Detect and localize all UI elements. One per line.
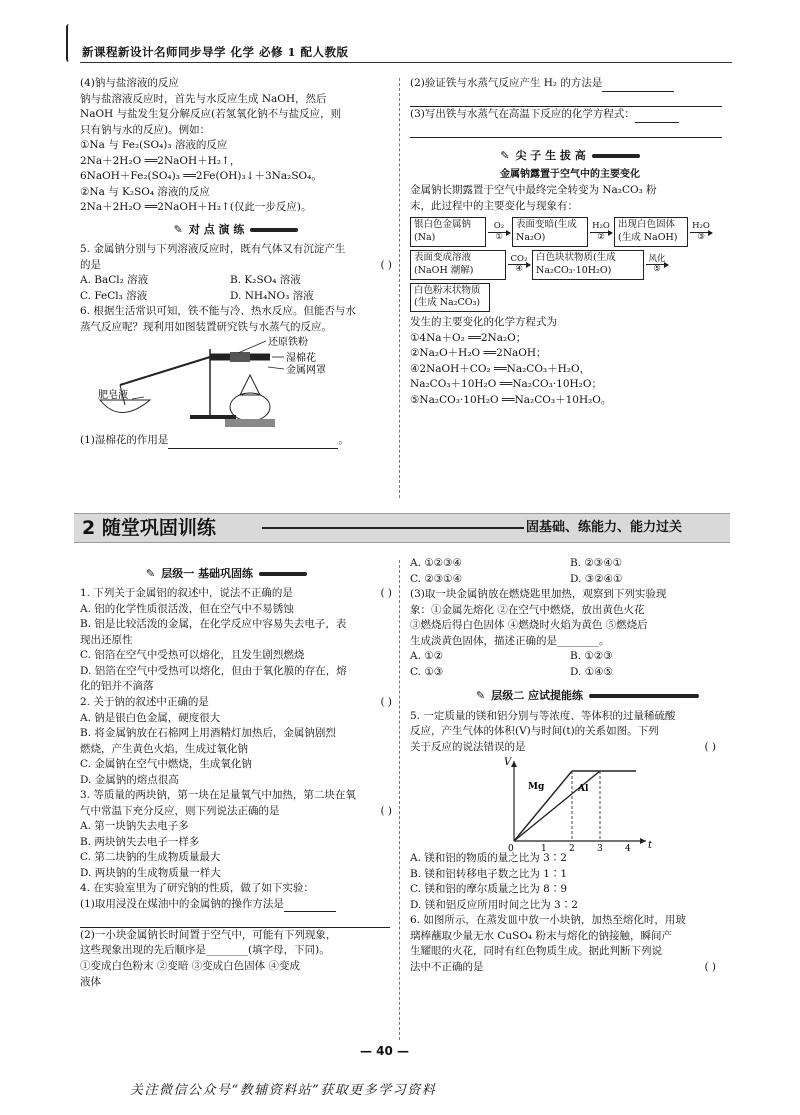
question-3-line2: 气中常温下充分反应，则下列说法正确的是 ( ) (80, 804, 392, 820)
tick-label: 0 (508, 844, 514, 852)
text-line: 璃棒蘸取少量无水 CuSO₄ 粉末与熔化的钠接触，瞬间产 (410, 929, 672, 942)
option: C. 铝箔在空气中受热可以熔化，且发生剧烈燃烧 (80, 649, 305, 662)
subsection-title: 金属钠露置于空气中的主要变化 (500, 169, 640, 181)
flow-box: 表面变成溶液(NaOH 潮解) (410, 250, 506, 280)
question-1: 1. 下列关于金属铝的叙述中，说法不正确的是 ( ) (80, 586, 392, 602)
q5-options-row2 (80, 289, 392, 305)
option: A. 钠是银白色金属，硬度很大 (80, 711, 221, 724)
section-title: 层级一 基础巩固练 (161, 567, 254, 580)
option: B. 两块钠失去电子一样多 (80, 835, 200, 848)
options-row (410, 556, 730, 572)
left-top-column (80, 76, 392, 449)
text-line: 发生的主要变化的化学方程式为 (410, 316, 557, 329)
heading-bar (592, 154, 640, 158)
answer-blank[interactable] (410, 137, 722, 138)
option: A. ①②③④ (410, 557, 462, 569)
question-5-line2: 的是 ( ) (80, 258, 392, 274)
question-6-line2: 蒸气反应呢？现利用如图装置研究铁与水蒸气的反应。 (80, 320, 332, 333)
option: B. 铝是比较活泼的金属，在化学反应中容易失去电子，表 (80, 618, 347, 631)
column-divider (399, 78, 400, 498)
question-6: 6. 根据生活常识可知，铁不能与冷、热水反应。但能否与水 (80, 305, 356, 318)
header-bracket (66, 24, 69, 62)
option: B. ①②③ (570, 650, 613, 663)
equation: ⑤Na₂CO₃·10H₂O ══Na₂CO₃＋10H₂O。 (410, 393, 612, 406)
option: D. 镁和铝反应所用时间之比为 3∶2 (410, 898, 578, 911)
axis-label-x: t (648, 840, 653, 852)
equation: 6NaOH＋Fe₂(SO₄)₃ ══2Fe(OH)₃↓＋3Na₂SO₄。 (80, 170, 322, 183)
flow-box: 白色块状物质(生成Na₂CO₃·10H₂O) (532, 250, 644, 280)
tick-label: 3 (597, 844, 603, 852)
option: A. ①② (410, 650, 444, 663)
option: B. ②③④① (570, 557, 623, 569)
text-line: ①变成白色粉末 ②变暗 ③变成白色固体 ④变成 (80, 960, 301, 973)
tick-label: 1 (541, 844, 547, 852)
equation: 2Na＋2H₂O ══2NaOH＋H₂↑， (80, 154, 241, 167)
answer-paren: ( ) (380, 804, 392, 817)
flow-arrow: H₂O ② (590, 222, 612, 242)
tick-label: 2 (569, 844, 575, 852)
answer-paren: ( ) (380, 695, 392, 708)
right-top-column (410, 76, 730, 408)
heading-bar (250, 228, 298, 232)
text-line: 象：①金属先熔化 ②在空气中燃烧，放出黄色火花 (410, 603, 645, 616)
text-line: 生成淡黄色固体，描述正确的是________。 (410, 634, 610, 647)
flow-row-1 (410, 217, 730, 247)
option: C. ②③①④ (410, 572, 462, 585)
option: D. 金属钠的熔点很高 (80, 773, 179, 786)
page-header: 新课程新设计名师同步导学 化学 必修 1 配人教版 (82, 45, 349, 59)
section-heading-advanced (410, 148, 730, 164)
pen-icon: ✎ (476, 689, 486, 703)
text-line: 反应，产生气体的体积(V)与时间(t)的关系如图。下列 (410, 725, 659, 738)
section-title: 对 点 演 练 (188, 222, 245, 236)
figure-label: 金属网罩 (286, 365, 326, 377)
figure-label: 肥皂液 (98, 390, 128, 402)
option: D. NH₄NO₃ 溶液 (230, 289, 314, 302)
flow-arrow: O₂ ① (488, 222, 510, 242)
flow-box: 出现白色固体(生成 NaOH) (614, 217, 688, 247)
equation: ①4Na＋O₂ ══2Na₂O； (410, 331, 527, 344)
column-divider (399, 560, 400, 1040)
heading-bar (589, 694, 699, 698)
pen-icon: ✎ (500, 149, 510, 163)
answer-paren: ( ) (704, 740, 716, 753)
option: D. ③②④① (570, 572, 623, 585)
question-6-3: (3)写出铁与水蒸气在高温下反应的化学方程式： (410, 107, 730, 123)
volume-time-graph (410, 755, 730, 851)
question-3: 3. 等质量的两块钠，第一块在足量氧气中加热，第二块在氧 (80, 789, 356, 802)
series-line-al (514, 771, 600, 841)
option: C. 第二块钠的生成物质量最大 (80, 851, 221, 864)
question-6: 6. 如图所示，在蒸发皿中放一小块钠，加热至熔化时，用玻 (410, 914, 686, 927)
section-band-subtitle: 固基础、练能力、能力过关 (526, 520, 683, 535)
equation: Na₂CO₃＋10H₂O ══Na₂CO₃·10H₂O； (410, 378, 603, 391)
text-line: 这些现象出现的先后顺序是________(填字母，下同)。 (80, 944, 330, 957)
section-heading-level1 (80, 566, 392, 582)
option: A. 铝的化学性质很活泼，但在空气中不易锈蚀 (80, 602, 294, 615)
option: C. 镁和铝的摩尔质量之比为 8∶9 (410, 883, 568, 896)
flow-arrow: H₂O ③ (690, 222, 712, 242)
section-band-title: 2 随堂巩固训练 (82, 517, 216, 539)
question-5: 5. 金属钠分别与下列溶液反应时，既有气体又有沉淀产生 (80, 243, 346, 256)
text-line: 钠与盐溶液反应时，首先与水反应生成 NaOH，然后 (80, 92, 327, 105)
option-cont: 燃烧，产生黄色火焰，生成过氧化钠 (80, 742, 248, 755)
text-line: (4)钠与盐溶液的反应 (80, 77, 179, 89)
section-heading-level2 (410, 688, 730, 704)
footer-note: 关注微信公众号“教辅资料站”获取更多学习资料 (130, 1083, 437, 1098)
flow-arrow: 风化 ⑤ (646, 255, 668, 275)
section-title: 尖 子 生 拔 高 (515, 149, 586, 163)
q5-options-row1 (80, 273, 392, 289)
equation: ②Na₂O＋H₂O ══2NaOH； (410, 347, 547, 360)
flow-box: 表面变暗(生成 Na₂O) (512, 217, 588, 247)
option: D. 铝箔在空气中受热可以熔化，但由于氧化膜的存在，熔 (80, 664, 347, 677)
tick-label: 4 (625, 844, 631, 852)
text-line: ③燃烧后得白色固体 ④燃烧时火焰为黄色 ⑤燃烧后 (410, 619, 648, 632)
question-4-3: (3)取一块金属钠放在燃烧匙里加热，观察到下列实验现 (410, 588, 667, 601)
answer-paren: ( ) (380, 258, 392, 271)
options-row (410, 649, 730, 665)
text-line: 关于反应的说法错误的是 ( ) (410, 740, 730, 756)
equation: ④2NaOH＋CO₂ ══Na₂CO₃＋H₂O， (410, 362, 591, 375)
question-2: 2. 关于钠的叙述中正确的是 ( ) (80, 695, 392, 711)
flow-row-2 (410, 250, 730, 280)
option: C. ①③ (410, 665, 444, 678)
axis-label-y: V (504, 757, 512, 769)
option: B. 镁和铝转移电子数之比为 1∶1 (410, 867, 568, 880)
option: C. 金属钠在空气中燃烧，生成氧化钠 (80, 758, 252, 771)
option: D. ①④⑤ (570, 665, 613, 678)
question-5: 5. 一定质量的镁和铝分别与等浓度、等体积的过量稀硫酸 (410, 709, 676, 722)
text-line: ②Na 与 K₂SO₄ 溶液的反应 (80, 185, 210, 198)
equation: 2Na＋2H₂O ══2NaOH＋H₂↑(仅此一步反应)。 (80, 201, 312, 214)
option: A. BaCl₂ 溶液 (80, 274, 149, 287)
option: A. 第一块钠失去电子多 (80, 820, 189, 833)
flow-box: 白色粉末状物质(生成 Na₂CO₃) (410, 283, 490, 313)
flow-row-3 (410, 283, 730, 313)
text-line: 金属钠长期露置于空气中最终完全转变为 Na₂CO₃ 粉 (410, 184, 657, 197)
option-cont: 现出还原性 (80, 633, 133, 646)
section-band-rule (262, 527, 524, 529)
answer-paren: ( ) (380, 587, 392, 600)
page-number: — 40 — (360, 1044, 410, 1058)
flow-arrow: CO₂ ④ (508, 255, 530, 275)
question-4: 4. 在实验室里为了研究钠的性质，做了如下实验： (80, 882, 314, 895)
answer-blank[interactable] (168, 448, 338, 449)
heading-bar (259, 572, 307, 576)
option: D. 两块钠的生成物质量一样大 (80, 866, 221, 879)
option: B. 将金属钠放在石棉网上用酒精灯加热后，金属钠剧烈 (80, 727, 336, 740)
text-line: 只有钠与水的反应)。例如： (80, 123, 211, 136)
right-bottom-column (410, 556, 730, 975)
question-6-1: (1)湿棉花的作用是 。 (80, 433, 392, 449)
figure-label: 还原铁粉 (268, 337, 308, 349)
apparatus-figure (80, 335, 380, 433)
flow-box: 银白色金属钠(Na) (410, 217, 486, 247)
figure-label: 湿棉花 (286, 353, 316, 365)
text-line: ①Na 与 Fe₂(SO₄)₃ 溶液的反应 (80, 139, 228, 152)
options-row (410, 572, 730, 588)
question-6-2: (2)验证铁与水蒸气反应产生 H₂ 的方法是 (410, 76, 730, 92)
header-rule (80, 62, 732, 63)
pen-icon: ✎ (173, 222, 183, 236)
text-line: 生耀眼的火花，同时有红色物质生成。据此判断下列说 (410, 945, 662, 958)
text-line: NaOH 与盐发生复分解反应(若氢氧化钠不与盐反应，则 (80, 108, 342, 121)
section-heading-practice (80, 222, 392, 238)
text-line: 液体 (80, 975, 101, 988)
option: C. FeCl₃ 溶液 (80, 289, 148, 302)
answer-paren: ( ) (704, 960, 716, 973)
series-label-mg: Mg (528, 782, 545, 793)
option-cont: 化的铝并不滴落 (80, 680, 154, 693)
left-bottom-column (80, 560, 392, 990)
section-title: 层级二 应试提能练 (491, 689, 584, 703)
series-label-al: Al (578, 784, 589, 795)
question-4-2: (2)一小块金属钠长时间置于空气中，可能有下列现象， (80, 928, 337, 941)
pen-icon: ✎ (146, 567, 156, 580)
question-4-1: (1)取用浸没在煤油中的金属钠的操作方法是 (80, 897, 392, 913)
text-line: 末，此过程中的主要变化与现象有： (410, 199, 578, 212)
options-row (410, 665, 730, 681)
option: A. 镁和铝的物质的量之比为 3∶2 (410, 852, 567, 865)
text-line: 法中不正确的是 ( ) (410, 960, 730, 976)
option: B. K₂SO₄ 溶液 (230, 274, 301, 287)
